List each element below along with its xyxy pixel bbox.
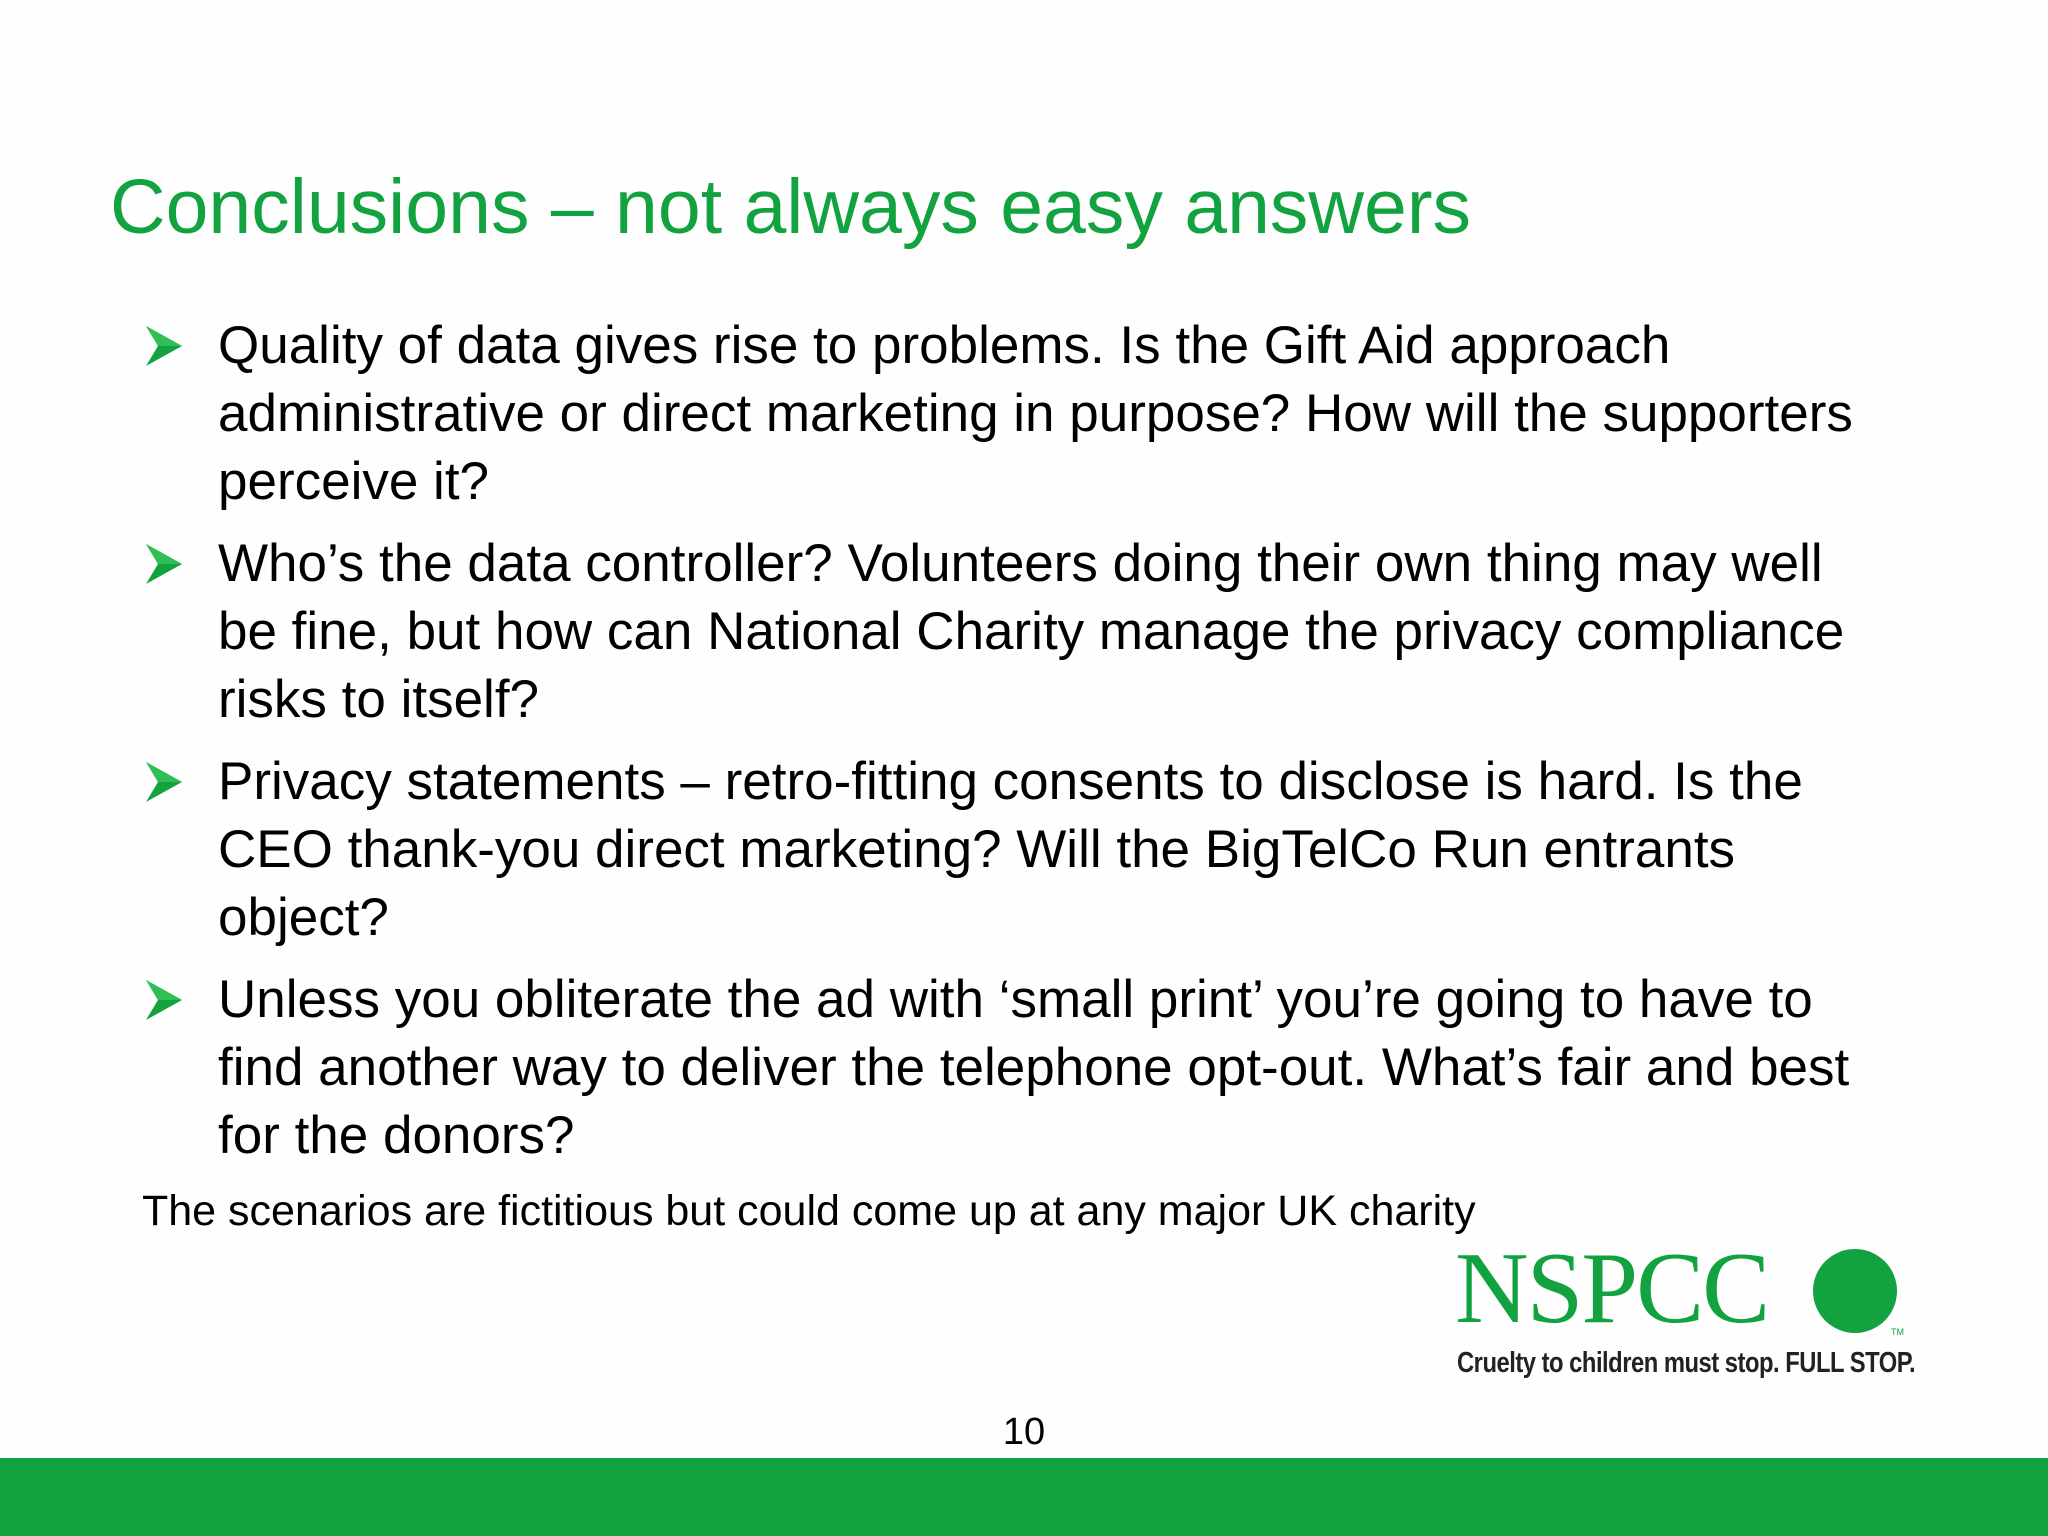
nspcc-logo [1455,1232,1931,1390]
svg-text:TM: TM [1891,1327,1904,1337]
bullet-item [140,530,1860,734]
footnote: The scenarios are fictitious but could come up at any major UK charity [142,1187,1476,1235]
bullet-text: Privacy statements – retro-fitting consents to disclose is hard. Is the CEO thank-you direct marketing? Will the BigTelCo Run entrants object? [218,752,1803,947]
page-number: 10 [1002,1411,1046,1453]
bullet-text: Unless you obliterate the ad with ‘small print’ you’re going to have to find another way to deliver the telephone opt-out. What’s fair and best for the donors? [218,970,1850,1165]
bullet-item [140,748,1860,952]
arrow-bullet-icon [144,322,184,370]
footer-bar [0,1458,2048,1536]
bullet-list [140,312,1860,1184]
arrow-bullet-icon [144,976,184,1024]
bullet-item [140,312,1860,516]
slide-title: Conclusions – not always easy answers [110,164,1471,250]
arrow-bullet-icon [144,540,184,588]
bullet-item [140,966,1860,1170]
bullet-text: Quality of data gives rise to problems. Is the Gift Aid approach administrative or direct marketing in purpose? How will the supporters perceive it? [218,316,1853,511]
nspcc-dot-icon [1813,1247,1904,1337]
logo-tagline: Cruelty to children must stop. FULL STOP. [1457,1347,1916,1379]
logo-wordmark: NSPCC [1455,1232,1769,1345]
bullet-text: Who’s the data controller? Volunteers doing their own thing may well be fine, but how can National Charity manage the privacy compliance risks to itself? [218,534,1845,729]
arrow-bullet-icon [144,758,184,806]
